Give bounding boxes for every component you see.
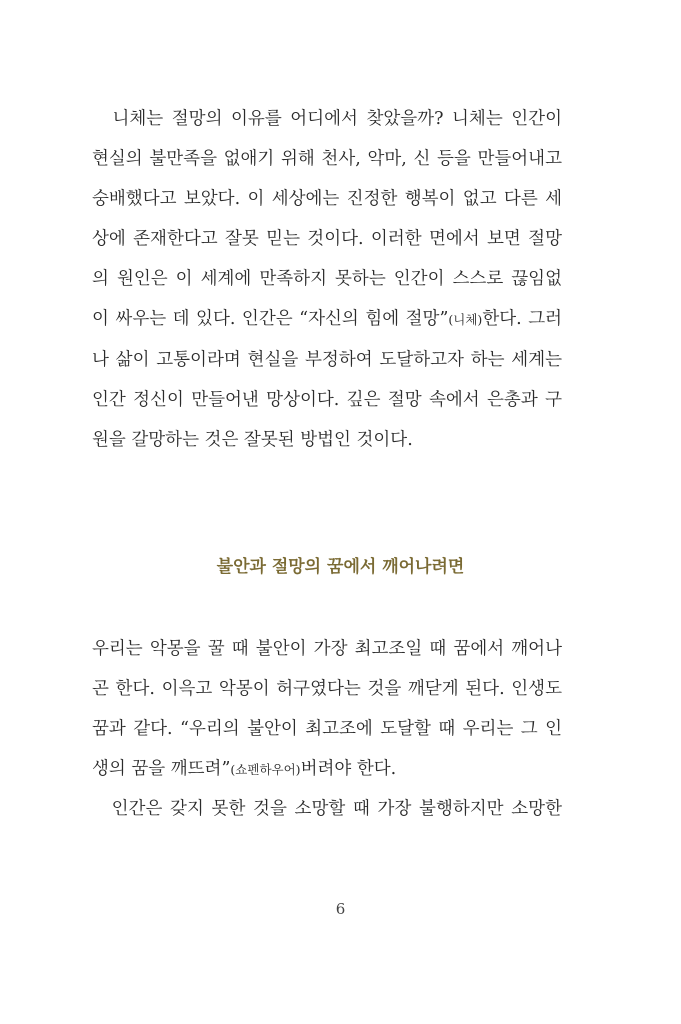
section-heading: 불안과 절망의 꿈에서 깨어나려면: [216, 557, 465, 577]
text-line: [92, 299, 562, 340]
line-text: 생의 꿈을 깨뜨려”: [92, 759, 231, 779]
text-line: 숭배했다고 보았다. 이 세상에는 진정한 행복이 없고 다른 세: [92, 189, 562, 209]
text-line: 꿈과 같다. “우리의 불안이 최고조에 도달할 때 우리는 그 인: [92, 719, 562, 739]
page-number: 6: [335, 900, 346, 918]
text-line: 상에 존재한다고 잘못 믿는 것이다. 이러한 면에서 보면 절망: [92, 229, 562, 249]
text-line: 의 원인은 이 세계에 만족하지 못하는 인간이 스스로 끊임없: [92, 269, 562, 289]
text-line: 원을 갈망하는 것은 잘못된 방법인 것이다.: [92, 430, 413, 450]
line-text: 버려야 한다.: [300, 759, 397, 779]
paragraph-nightmare: [92, 629, 562, 790]
citation-note: (쇼펜하우어): [230, 762, 301, 777]
citation-note: (니체): [448, 312, 483, 327]
line-text: 한다. 그러: [482, 309, 563, 329]
line-text: 이 싸우는 데 있다. 인간은 “자신의 힘에 절망”: [92, 309, 449, 329]
text-line: 현실의 불만족을 없애기 위해 천사, 악마, 신 등을 만들어내고: [92, 149, 562, 169]
paragraph-wish: [92, 789, 562, 829]
text-line: 인간 정신이 만들어낸 망상이다. 깊은 절망 속에서 은총과 구: [92, 390, 562, 410]
text-line: 곤 한다. 이윽고 악몽이 허구였다는 것을 깨닫게 된다. 인생도: [92, 679, 562, 699]
text-line: 인간은 갖지 못한 것을 소망할 때 가장 불행하지만 소망한: [92, 799, 562, 819]
text-line: 우리는 악몽을 꿀 때 불안이 가장 최고조일 때 꿈에서 깨어나: [92, 639, 562, 659]
text-line: [92, 749, 562, 790]
paragraph-nietzsche: [92, 99, 562, 460]
text-line: 니체는 절망의 이유를 어디에서 찾았을까? 니체는 인간이: [92, 109, 562, 129]
text-line: 나 삶이 고통이라며 현실을 부정하여 도달하고자 하는 세계는: [92, 350, 562, 370]
